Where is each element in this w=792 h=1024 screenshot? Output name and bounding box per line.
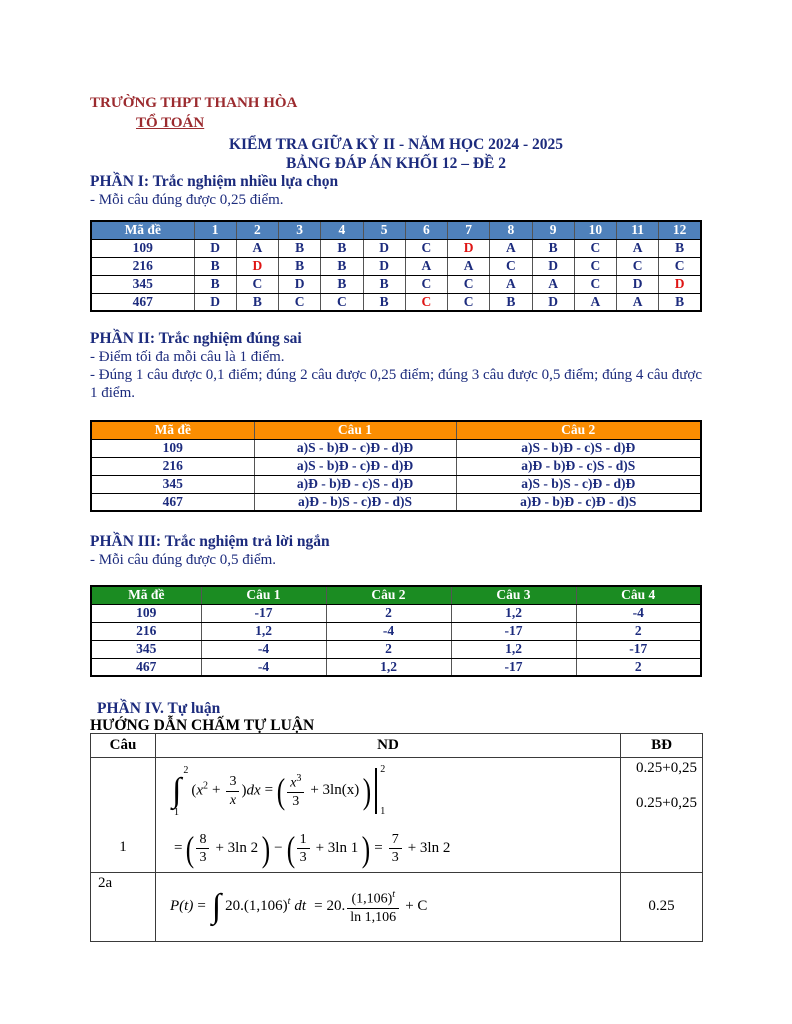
answer-cell: a)S - b)Đ - c)Đ - d)Đ bbox=[254, 439, 456, 457]
question-number: 11 bbox=[617, 221, 659, 239]
answer-cell: a)S - b)Đ - c)S - d)Đ bbox=[456, 439, 701, 457]
answer-row-216 bbox=[91, 622, 701, 640]
question-header: Câu 1 bbox=[254, 421, 456, 439]
answer-cell: B bbox=[532, 239, 574, 257]
answer-cell: -4 bbox=[201, 640, 326, 658]
question-number: 3 bbox=[279, 221, 321, 239]
grading-guide-heading: HƯỚNG DẪN CHẤM TỰ LUẬN bbox=[90, 717, 315, 734]
solution-content bbox=[156, 758, 621, 873]
exam-code: 467 bbox=[91, 493, 254, 511]
answer-cell: B bbox=[321, 257, 363, 275]
fraction: $\frac{x^3}{3}$ bbox=[287, 773, 304, 809]
antiderivative-formula: P(t) = ∫ $20.(1,106)^t$ dt = 20. $\frac{(1,106)^t}{\ln 1,106}$ + C bbox=[170, 888, 428, 926]
answer-cell-highlighted: D bbox=[659, 275, 701, 293]
answer-row-216 bbox=[91, 457, 701, 475]
answer-cell: A bbox=[532, 275, 574, 293]
exam-code: 216 bbox=[91, 457, 254, 475]
question-number: 10 bbox=[574, 221, 616, 239]
question-label: 2a bbox=[91, 872, 156, 941]
answer-cell: B bbox=[321, 275, 363, 293]
answer-cell: -17 bbox=[576, 640, 701, 658]
answer-cell: A bbox=[448, 257, 490, 275]
open-paren: ( bbox=[286, 828, 295, 869]
integral-formula-line-1: ∫ 2 1 ($x^2$ + $\frac{3}{x}$ )dx = ( $\frac{x^3}{3}$ + 3ln(x) ) 2 1 bbox=[170, 762, 616, 820]
answer-row-467 bbox=[91, 493, 701, 511]
evaluation-bar: 2 1 bbox=[374, 768, 389, 814]
answer-sheet-title: BẢNG ĐÁP ÁN KHỐI 12 – ĐỀ 2 bbox=[285, 155, 507, 172]
table-header-row bbox=[91, 421, 701, 439]
exam-code-header: Mã đề bbox=[91, 221, 194, 239]
answer-cell-highlighted: D bbox=[236, 257, 278, 275]
question-header: Câu 2 bbox=[456, 421, 701, 439]
answer-cell: A bbox=[490, 239, 532, 257]
answer-cell: B bbox=[659, 293, 701, 311]
answer-row-345 bbox=[91, 475, 701, 493]
table-header-row bbox=[91, 586, 701, 604]
exam-code: 216 bbox=[91, 257, 194, 275]
answer-row-109 bbox=[91, 439, 701, 457]
true-false-answer-table bbox=[90, 420, 702, 512]
exam-code: 216 bbox=[91, 622, 201, 640]
exam-code: 345 bbox=[91, 640, 201, 658]
close-paren: ) bbox=[363, 770, 372, 811]
exam-code: 345 bbox=[91, 275, 194, 293]
answer-cell-highlighted: D bbox=[448, 239, 490, 257]
answer-cell-highlighted: C bbox=[405, 293, 447, 311]
exam-code-header: Mã đề bbox=[91, 421, 254, 439]
integral-formula-line-2: = ( $\frac{8}{3}$ + 3ln 2 ) − ( $\frac{1}{3}$ + 3ln 1 ) = $\frac{7}{3}$ + 3ln 2 bbox=[174, 828, 451, 869]
answer-cell: C bbox=[321, 293, 363, 311]
answer-cell: D bbox=[194, 239, 236, 257]
answer-cell: 1,2 bbox=[451, 604, 576, 622]
answer-row-216 bbox=[91, 257, 701, 275]
exam-code: 109 bbox=[91, 239, 194, 257]
part2-note-1: - Điểm tối đa mỗi câu là 1 điểm. bbox=[90, 349, 285, 365]
question-number: 12 bbox=[659, 221, 701, 239]
answer-cell: 2 bbox=[326, 604, 451, 622]
question-header: Câu 3 bbox=[451, 586, 576, 604]
answer-cell: B bbox=[363, 293, 405, 311]
close-paren: ) bbox=[362, 828, 371, 869]
answer-cell: A bbox=[574, 293, 616, 311]
answer-cell: B bbox=[279, 239, 321, 257]
answer-cell: D bbox=[532, 293, 574, 311]
question-number: 5 bbox=[363, 221, 405, 239]
answer-row-467 bbox=[91, 658, 701, 676]
answer-cell: A bbox=[617, 293, 659, 311]
part3-note: - Mỗi câu đúng được 0,5 điểm. bbox=[90, 552, 277, 568]
open-paren: ( bbox=[186, 828, 195, 869]
answer-row-467 bbox=[91, 293, 701, 311]
part2-heading: PHẦN II: Trắc nghiệm đúng sai bbox=[90, 330, 302, 347]
answer-cell: C bbox=[236, 275, 278, 293]
answer-cell: D bbox=[279, 275, 321, 293]
exam-code: 467 bbox=[91, 658, 201, 676]
question-label: 1 bbox=[91, 758, 156, 873]
exam-code-header: Mã đề bbox=[91, 586, 201, 604]
answer-cell: B bbox=[236, 293, 278, 311]
part2-note-2: - Đúng 1 câu được 0,1 điểm; đúng 2 câu được 0,25 điểm; đúng 3 câu được 0,5 điểm; đúng 4 câu được 1 điểm. bbox=[90, 367, 702, 401]
answer-cell: -4 bbox=[326, 622, 451, 640]
question-number: 7 bbox=[448, 221, 490, 239]
solution-content bbox=[156, 872, 621, 941]
question-number: 1 bbox=[194, 221, 236, 239]
answer-cell: B bbox=[194, 275, 236, 293]
answer-cell: B bbox=[659, 239, 701, 257]
exam-code: 109 bbox=[91, 439, 254, 457]
question-number: 8 bbox=[490, 221, 532, 239]
question-header: Câu 2 bbox=[326, 586, 451, 604]
answer-cell: -17 bbox=[451, 622, 576, 640]
answer-row-109 bbox=[91, 239, 701, 257]
part1-note: - Mỗi câu đúng được 0,25 điểm. bbox=[90, 192, 284, 208]
answer-row-109 bbox=[91, 604, 701, 622]
points-column-header: BĐ bbox=[621, 734, 703, 758]
answer-cell: C bbox=[405, 239, 447, 257]
question-column-header: Câu bbox=[91, 734, 156, 758]
question-header: Câu 1 bbox=[201, 586, 326, 604]
essay-grading-table bbox=[90, 733, 703, 942]
fraction: $\frac{3}{x}$ bbox=[226, 774, 239, 808]
answer-cell: C bbox=[574, 257, 616, 275]
question-header: Câu 4 bbox=[576, 586, 701, 604]
answer-cell: C bbox=[448, 293, 490, 311]
answer-cell: 1,2 bbox=[451, 640, 576, 658]
solution-row-1 bbox=[91, 758, 703, 873]
answer-cell: a)Đ - b)Đ - c)S - d)Đ bbox=[254, 475, 456, 493]
question-number: 2 bbox=[236, 221, 278, 239]
multiple-choice-answer-table bbox=[90, 220, 702, 312]
answer-cell: C bbox=[574, 275, 616, 293]
answer-cell: A bbox=[405, 257, 447, 275]
short-answer-table bbox=[90, 585, 702, 677]
close-paren: ) bbox=[261, 828, 271, 869]
open-paren: ( bbox=[276, 770, 286, 811]
answer-cell: D bbox=[194, 293, 236, 311]
part3-heading: PHẦN III: Trắc nghiệm trả lời ngắn bbox=[90, 533, 330, 550]
answer-cell: B bbox=[321, 239, 363, 257]
answer-cell: a)Đ - b)S - c)Đ - d)S bbox=[254, 493, 456, 511]
school-name: TRƯỜNG THPT THANH HÒA bbox=[90, 95, 298, 111]
answer-cell: C bbox=[617, 257, 659, 275]
table-header-row bbox=[91, 734, 703, 758]
answer-cell: C bbox=[490, 257, 532, 275]
department-name: TỔ TOÁN bbox=[136, 115, 205, 131]
answer-cell: D bbox=[363, 239, 405, 257]
answer-cell: B bbox=[279, 257, 321, 275]
answer-cell: 2 bbox=[576, 622, 701, 640]
answer-cell: B bbox=[194, 257, 236, 275]
fraction: $\frac{(1,106)^t}{\ln 1,106}$ bbox=[347, 889, 399, 925]
exam-title: KIỂM TRA GIỮA KỲ II - NĂM HỌC 2024 - 2025 bbox=[228, 136, 564, 153]
answer-cell: -17 bbox=[451, 658, 576, 676]
answer-cell: 1,2 bbox=[326, 658, 451, 676]
answer-cell: C bbox=[574, 239, 616, 257]
question-number: 4 bbox=[321, 221, 363, 239]
exam-code: 109 bbox=[91, 604, 201, 622]
fraction: $\frac{8}{3}$ bbox=[196, 832, 209, 866]
answer-cell: 2 bbox=[326, 640, 451, 658]
document-content bbox=[90, 0, 702, 942]
table-header-row bbox=[91, 221, 701, 239]
integral-sign: ∫ bbox=[211, 888, 222, 926]
points-value: 0.25+0,25 bbox=[636, 795, 697, 811]
fraction: $\frac{7}{3}$ bbox=[389, 832, 402, 866]
answer-cell: A bbox=[617, 239, 659, 257]
answer-cell: A bbox=[490, 275, 532, 293]
answer-cell: a)S - b)Đ - c)Đ - d)Đ bbox=[254, 457, 456, 475]
exam-code: 345 bbox=[91, 475, 254, 493]
answer-cell: C bbox=[405, 275, 447, 293]
part4-heading: PHẦN IV. Tự luận bbox=[97, 700, 221, 717]
points-value: 0.25+0,25 bbox=[636, 760, 697, 776]
integral-sign: ∫ 2 1 bbox=[172, 765, 189, 818]
question-number: 9 bbox=[532, 221, 574, 239]
answer-cell: a)Đ - b)Đ - c)S - d)S bbox=[456, 457, 701, 475]
answer-cell: D bbox=[363, 257, 405, 275]
answer-cell: a)Đ - b)Đ - c)Đ - d)S bbox=[456, 493, 701, 511]
answer-cell: 1,2 bbox=[201, 622, 326, 640]
answer-row-345 bbox=[91, 275, 701, 293]
answer-cell: a)S - b)S - c)Đ - d)Đ bbox=[456, 475, 701, 493]
points-cell: 0.25 bbox=[621, 872, 703, 941]
answer-cell: B bbox=[363, 275, 405, 293]
fraction: $\frac{1}{3}$ bbox=[297, 832, 310, 866]
question-number: 6 bbox=[405, 221, 447, 239]
answer-cell: D bbox=[532, 257, 574, 275]
exam-code: 467 bbox=[91, 293, 194, 311]
answer-cell: C bbox=[279, 293, 321, 311]
content-column-header: ND bbox=[156, 734, 621, 758]
answer-cell: 2 bbox=[576, 658, 701, 676]
answer-row-345 bbox=[91, 640, 701, 658]
answer-cell: C bbox=[448, 275, 490, 293]
answer-cell: A bbox=[236, 239, 278, 257]
answer-cell: -4 bbox=[576, 604, 701, 622]
answer-cell: -17 bbox=[201, 604, 326, 622]
solution-row-2a bbox=[91, 872, 703, 941]
answer-cell: B bbox=[490, 293, 532, 311]
answer-cell: -4 bbox=[201, 658, 326, 676]
answer-cell: C bbox=[659, 257, 701, 275]
part1-heading: PHẦN I: Trắc nghiệm nhiều lựa chọn bbox=[90, 173, 339, 190]
answer-cell: D bbox=[617, 275, 659, 293]
points-cell bbox=[621, 758, 703, 873]
